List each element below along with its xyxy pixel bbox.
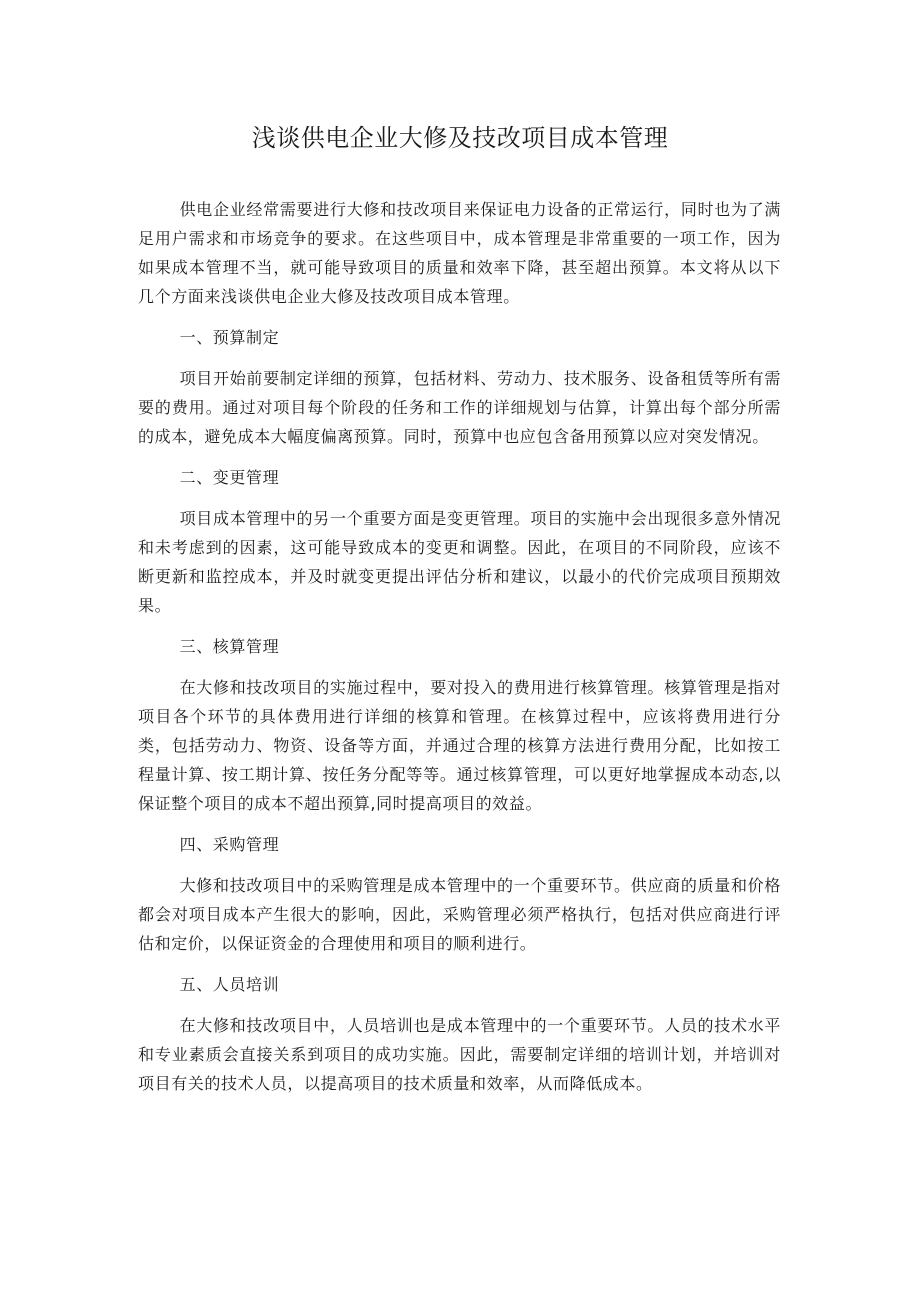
section-heading-training: 五、人员培训 (179, 975, 280, 994)
section-body-change: 项目成本管理中的另一个重要方面是变更管理。项目的实施中会出现很多意外情况和未考虑到的因素，这可能导致成本的变更和调整。因此，在项目的不同阶段，应该不断更新和监控成本，并及时就变更提出评估分析和建议，以最小的代价完成项目预期效果。 (138, 509, 781, 615)
intro-paragraph: 供电企业经常需要进行大修和技改项目来保证电力设备的正常运行，同时也为了满足用户需求和市场竞争的要求。在这些项目中，成本管理是非常重要的一项工作，因为如果成本管理不当，就可能导致项目的质量和效率下降，甚至超出预算。本文将从以下几个方面来浅谈供电企业大修及技改项目成本管理。 (138, 200, 781, 306)
section-body-training: 在大修和技改项目中，人员培训也是成本管理中的一个重要环节。人员的技术水平和专业素质会直接关系到项目的成功实施。因此，需要制定详细的培训计划，并培训对项目有关的技术人员，以提高项目的技术质量和效率，从而降低成本。 (138, 1016, 781, 1093)
section-body-procurement: 大修和技改项目中的采购管理是成本管理中的一个重要环节。供应商的质量和价格都会对项目成本产生很大的影响，因此，采购管理必须严格执行，包括对供应商进行评估和定价，以保证资金的合理使用和项目的顺利进行。 (138, 876, 781, 953)
section-heading-procurement: 四、采购管理 (179, 835, 280, 854)
document-title: 浅谈供电企业大修及技改项目成本管理 (251, 124, 669, 152)
section-body-budget: 项目开始前要制定详细的预算，包括材料、劳动力、技术服务、设备租赁等所有需要的费用。通过对项目每个阶段的任务和工作的详细规划与估算，计算出每个部分所需的成本，避免成本大幅度偏离预算。同时，预算中也应包含备用预算以应对突发情况。 (138, 369, 781, 446)
section-heading-accounting: 三、核算管理 (179, 637, 280, 656)
document-body (138, 195, 781, 1110)
section-body-accounting: 在大修和技改项目的实施过程中，要对投入的费用进行核算管理。核算管理是指对项目各个环节的具体费用进行详细的核算和管理。在核算过程中，应该将费用进行分类，包括劳动力、物资、设备等方面，并通过合理的核算方法进行费用分配，比如按工程量计算、按工期计算、按任务分配等等。通过核算管理，可以更好地掌握成本动态,以保证整个项目的成本不超出预算,同时提高项目的效益。 (138, 678, 781, 813)
section-heading-budget: 一、预算制定 (179, 328, 280, 347)
section-heading-change: 二、变更管理 (179, 468, 280, 487)
